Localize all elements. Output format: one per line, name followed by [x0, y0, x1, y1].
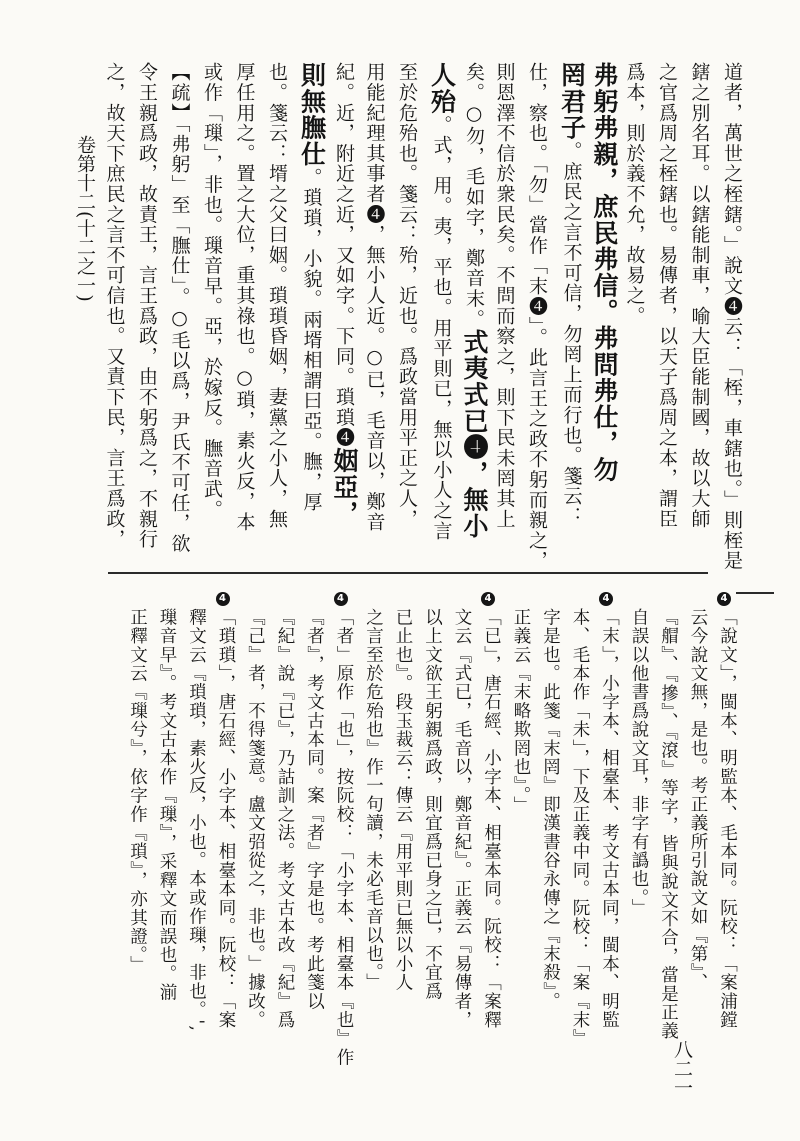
main-text-column: 或作「璅」，非也。璅音早。亞，於嫁反。膴音武。 — [201, 62, 223, 520]
note-column: 云今說文無，是也。考正義所引說文如『第』、 — [688, 608, 708, 992]
main-text-column: 用能紀理其事者❹，無小人近。○已，毛音以，鄭音 — [363, 62, 386, 532]
main-text-column: 之，故天下庶民之言不可信也。又責下民，言王爲政， — [103, 62, 126, 550]
note-column: 釋文云『瑣瑣，素火反，小也。本或作璅，非也。', — [186, 608, 207, 1033]
note-column: 文云『式已，毛音以，鄭音紀』。正義云『易傳者， — [452, 608, 472, 1030]
main-text-column: 罔君子。庶民之言不可信，勿罔上而行也。箋云： — [557, 62, 587, 527]
note-column: 已止也』。段玉裁云：傳云『用平則已無以小人 — [393, 608, 413, 992]
main-text-column: 紀。近，附近之近，又如字。下同。瑣瑣❹姻亞， — [330, 62, 359, 527]
note-column: 本、毛本作「未」，下及正義中同。阮校：「案『末』 — [570, 608, 590, 1049]
note-column: 『者』，考文古本同。案『者』字是也。考此箋以 — [304, 608, 325, 1011]
main-text-column: 爲本，則於義不允，故易之。 — [623, 62, 646, 326]
main-text-column: 也。箋云：壻之父曰姻。瑣瑣昏姻，妻黨之小人，無 — [266, 62, 288, 529]
note-column: 『己』者，不得箋意。盧文弨從之，非也。」據改。 — [245, 608, 266, 1030]
note-column: 『紀』說『已』，乃詁訓之法。考文古本改『紀』爲 — [275, 608, 295, 1030]
main-text-column: 人殆。式，用。夷，平也。用平則已，無以小人之言 — [427, 62, 457, 541]
note-marker-icon: 4 — [599, 592, 613, 606]
main-text-column: 則無膴仕。瑣瑣，小貌。兩壻相謂曰亞。膴，厚 — [297, 62, 327, 513]
main-text-column: 則恩澤不信於衆民矣。不問而察之，則下民未罔其上 — [493, 62, 516, 529]
note-column: 『艒』、『摻』、『滾』等字，皆與說文不合，當是正義 — [658, 608, 679, 1041]
note-column: 「瑣瑣」，唐石經、小字本、相臺本同。阮校：「案 — [216, 608, 236, 1030]
main-text-column: 鎋之別名耳。以鎋能制車，喻大臣能制國，故以大師 — [688, 62, 711, 529]
note-column: 璅音早』。考文古本作『璅』，采釋文而誤也。湔 — [157, 608, 177, 1002]
note-edge-mark — [736, 592, 774, 594]
main-text-column: 厚任用之。置之大位，重其祿也。○瑣，素火反，本 — [233, 62, 256, 532]
note-column: 字是也。此箋『末罔』即漢書谷永傳之『末殺』。 — [540, 608, 561, 1011]
note-column: 「已」，唐石經、小字本、相臺本同。阮校：「案釋 — [481, 608, 502, 1030]
main-text-column: 道者，萬世之桎鎋。」說文❹云：「桎，車鎋也。」則桎是 — [721, 62, 743, 571]
main-text-column: 令王親爲政，故責王，言王爲政，由不躬爲之，不親行 — [136, 62, 158, 550]
main-text-column: 弗躬弗親，庶民弗信。弗問弗仕，勿 — [590, 62, 619, 483]
note-column: 「說文」，閩本、明監本、毛本同。阮校：「案浦鏜 — [717, 608, 738, 1030]
page-number: 八二一 — [671, 1040, 693, 1097]
note-column: 正義云『末略欺罔也』。」 — [511, 608, 531, 815]
note-marker-icon: 4 — [717, 592, 731, 606]
note-column: 以上文欲王躬親爲政，則宜爲已身之已，不宜爲 — [422, 608, 443, 1001]
main-text-column: 之官爲周之桎鎋也。易傳者，以天子爲周之本，謂臣 — [656, 62, 678, 529]
note-column: 「末」，小字本、相臺本、考文古本同，閩本、明監 — [599, 608, 620, 1030]
note-marker-icon: 4 — [481, 592, 495, 606]
main-text-column: 【疏】「弗躬」至「膴仕」。○毛以爲，尹氏不可任，欲 — [168, 62, 191, 554]
main-text-column: 仕，察也。「勿」當作「末❹」。此言王之政不躬而親之， — [526, 62, 548, 571]
note-column: 自誤以他書爲說文耳，非字有譌也。」 — [629, 608, 649, 918]
main-text-column: 至於危殆也。箋云：殆，近也。爲政當用平正之人， — [396, 62, 418, 529]
divider-rule — [108, 572, 708, 574]
note-column: 正釋文云『璅兮』，依字作『瑣』，亦其證。」 — [127, 608, 148, 975]
note-column: 之言至於危殆也』作一句讀，未必毛音以也。」 — [363, 608, 384, 992]
main-text-column: 矣。○勿，毛如字，鄭音末。式夷式已❹，無小 — [460, 62, 489, 540]
note-marker-icon: 4 — [334, 592, 348, 606]
volume-header: 卷第十二(十二之一) — [74, 135, 96, 302]
note-column: 「者」原作「也」，按阮校：「小字本、相臺本『也』作 — [334, 608, 354, 1067]
note-marker-icon: 4 — [216, 592, 230, 606]
